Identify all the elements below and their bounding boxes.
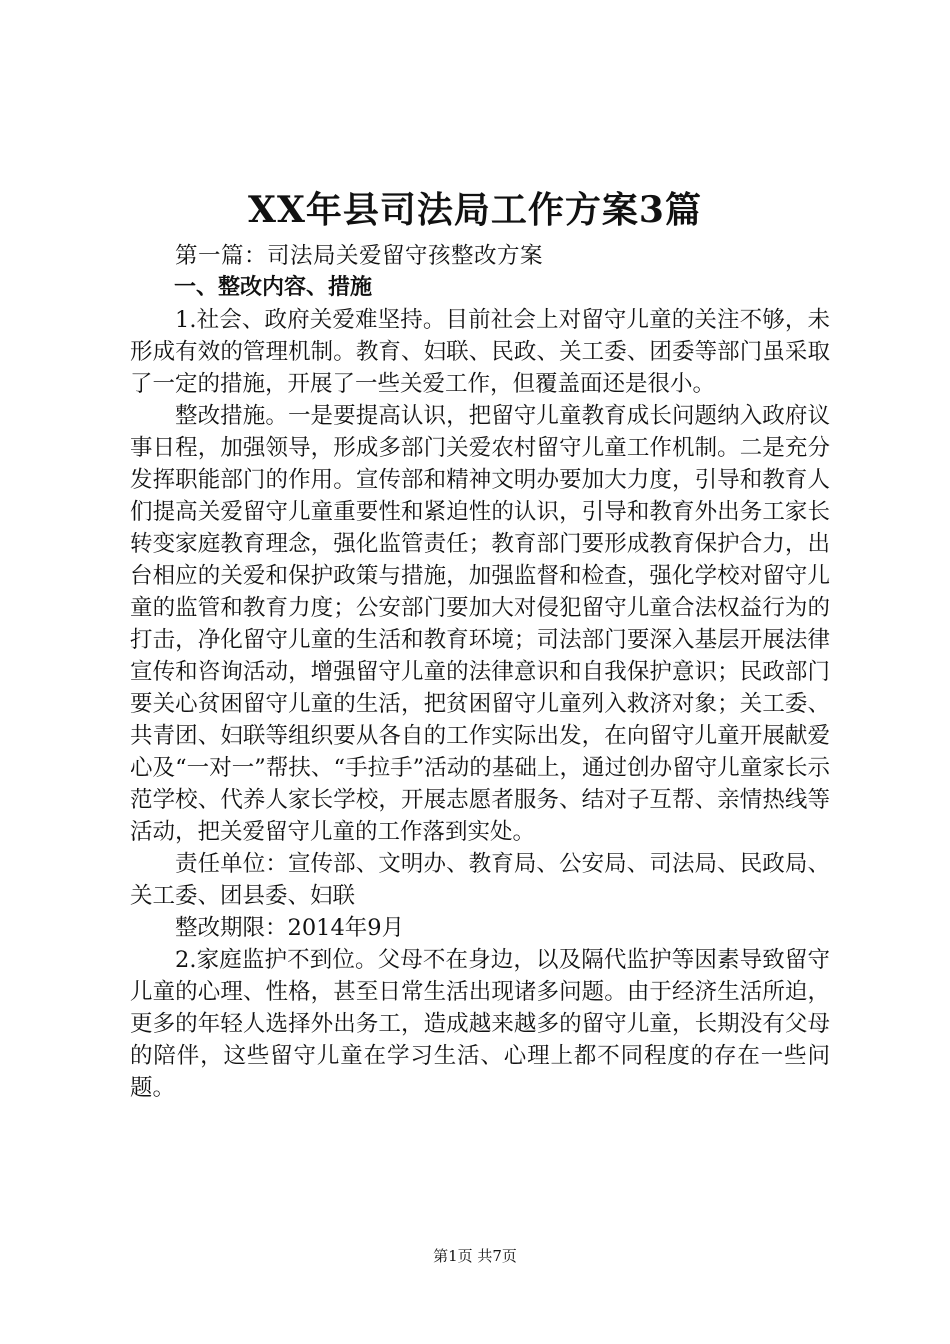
paragraph-5: 2.家庭监护不到位。父母不在身边，以及隔代监护等因素导致留守儿童的心理、性格，甚至日常生活出现诸多问题。由于经济生活所迫，更多的年轻人选择外出务工，造成越来越多的留守儿童，长期没有父母的陪伴，这些留守儿童在学习生活、心理上都不同程度的存在一些问题。 xyxy=(130,947,830,1101)
section-heading: 一、整改内容、措施 xyxy=(174,275,373,300)
paragraph-1: 1.社会、政府关爱难坚持。目前社会上对留守儿童的关注不够，未形成有效的管理机制。教育、妇联、民政、关工委、团委等部门虽采取了一定的措施，开展了一些关爱工作，但覆盖面还是很小。 xyxy=(130,307,830,397)
document-title: XX年县司法局工作方案3篇 xyxy=(248,189,702,231)
paragraph-3: 责任单位：宣传部、文明办、教育局、公安局、司法局、民政局、关工委、团县委、妇联 xyxy=(130,851,830,909)
paragraph-2: 整改措施。一是要提高认识，把留守儿童教育成长问题纳入政府议事日程，加强领导，形成多部门关爱农村留守儿童工作机制。二是充分发挥职能部门的作用。宣传部和精神文明办要加大力度，引导和教育人们提高关爱留守儿童重要性和紧迫性的认识，引导和教育外出务工家长转变家庭教育理念，强化监管责任；教育部门要形成教育保护合力，出台相应的关爱和保护政策与措施，加强监督和检查，强化学校对留守儿童的监管和教育力度；公安部门要加大对侵犯留守儿童合法权益行为的打击，净化留守儿童的生活和教育环境；司法部门要深入基层开展法律宣传和咨询活动，增强留守儿童的法律意识和自我保护意识；民政部门要关心贫困留守儿童的生活，把贫困留守儿童列入救济对象；关工委、共青团、妇联等组织要从各自的工作实际出发，在向留守儿童开展献爱心及“一对一”帮扶、“手拉手”活动的基础上，通过创办留守儿童家长示范学校、代养人家长学校，开展志愿者服务、结对子互帮、亲情热线等活动，把关爱留守儿童的工作落到实处。 xyxy=(130,403,830,845)
document-body xyxy=(130,240,830,1104)
document-subtitle: 第一篇：司法局关爱留守孩整改方案 xyxy=(175,243,544,269)
paragraph-4: 整改期限：2014年9月 xyxy=(175,915,405,941)
page-footer: 第1页 共7页 xyxy=(433,1247,517,1265)
